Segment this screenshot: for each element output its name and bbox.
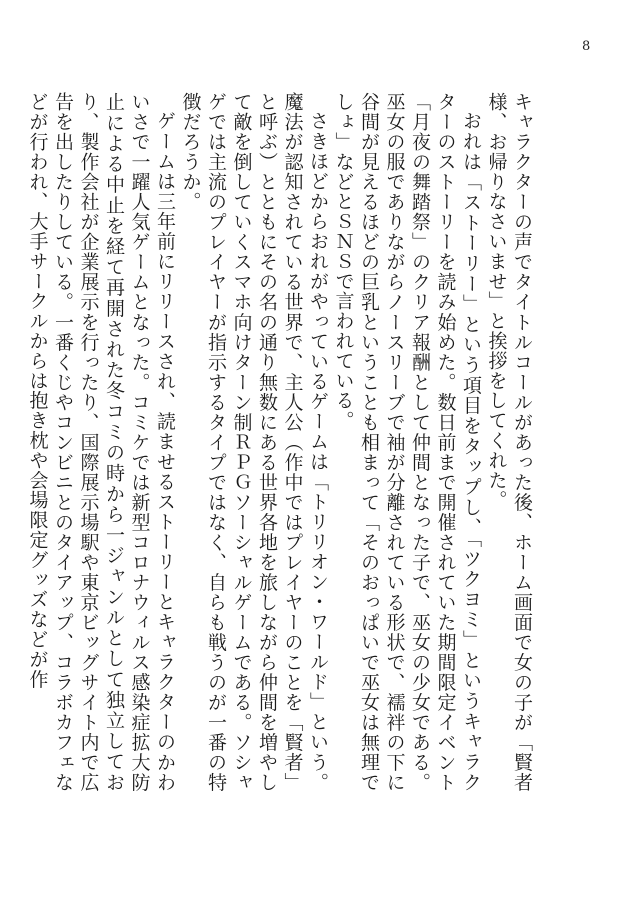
paragraph-2: おれは「ストーリー」という項目をタップし、「ツクヨミ」というキャラクターのストーリーを読み始めた。数日前まで開催されていた期間限定イベント「月夜の舞踏祭」のクリア報酬として仲間となった子で、巫女の少女である。巫女の服でありながらノースリーブで袖が分離されている形状で、襦袢の下に谷間が見えるほどの巨乳ということも相まって「そのおっぱいで巫女は無理でしょ」などとＳＮＳで言われている。 (332, 92, 482, 792)
paragraph-1: キャラクターの声でタイトルコールがあった後、ホーム画面で女の子が「賢者様、お帰りなさいませ」と挨拶をしてくれた。 (485, 92, 533, 792)
paragraph-4: ゲームは三年前にリリースされ、読ませるストーリーとキャラクターのかわいさで一躍人気ゲームとなった。コミケでは新型コロナウィルス感染症拡大防止による中止を経て再開された冬コミの時から一ジャンルとして独立しており、製作会社が企業展示を行ったり、国際展示場駅や東京ビッグサイト内で広告を出したりしている。一番くじやコンビニとのタイアップ、コラボカフェなどが行われ、大手サークルからは抱き枕や会場限定グッズなどが作 (26, 92, 176, 792)
page-number: 8 (582, 39, 591, 54)
paragraph-3: さきほどからおれがやっているゲームは「トリリオン・ワールド」という。魔法が認知されている世界で、主人公（作中ではプレイヤーのことを「賢者」と呼ぶ）とともにその名の通り無数にある世界各地を旅しながら仲間を増やして敵を倒していくスマホ向けターン制ＲＰＧソーシャルゲームである。ソシャゲでは主流のプレイヤーが指示するタイプではなく、自らも戦うのが一番の特徴だろうか。 (179, 92, 329, 792)
body-text (26, 92, 534, 792)
